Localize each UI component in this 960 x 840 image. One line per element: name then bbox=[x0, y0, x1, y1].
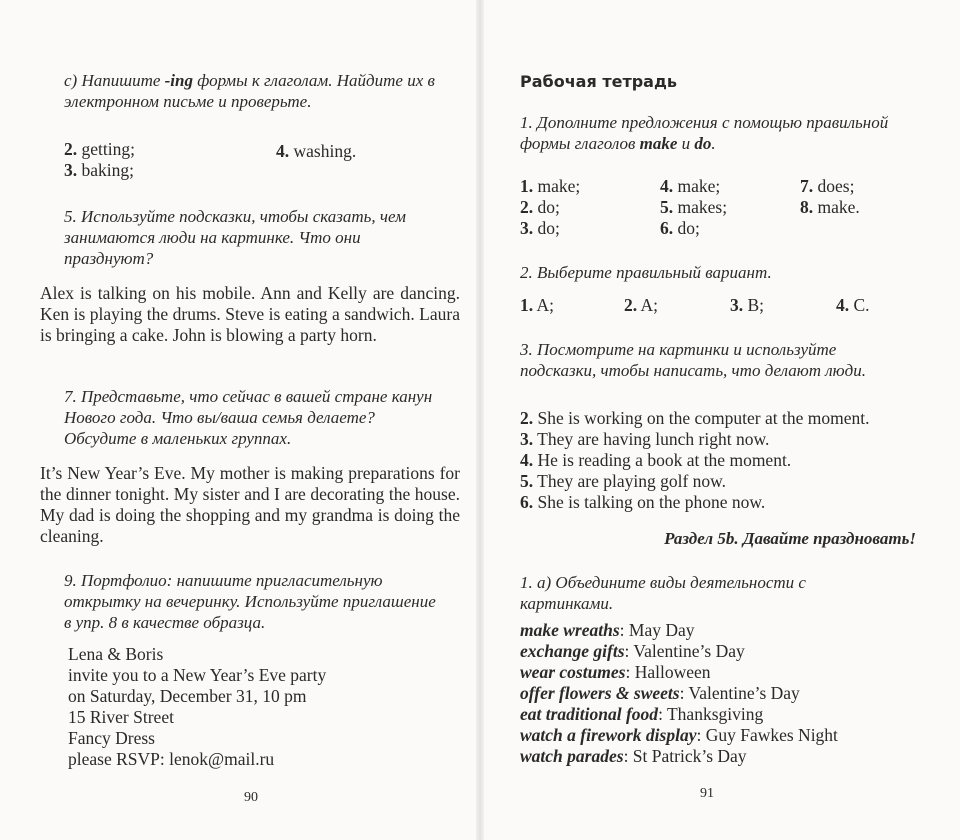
activity-item bbox=[520, 725, 950, 746]
answer-item bbox=[64, 160, 134, 181]
answer-number: 5. bbox=[660, 197, 674, 217]
answer-number: 2. bbox=[520, 197, 534, 217]
page-number: 91 bbox=[700, 786, 714, 801]
activities-list bbox=[520, 620, 950, 767]
answer-number: 1. bbox=[520, 295, 534, 315]
instruction-bold: do bbox=[694, 134, 712, 153]
answer-text: make. bbox=[813, 197, 860, 217]
instruction-text: 1. Дополните предложения с помощью правильной формы глаголов bbox=[520, 113, 889, 153]
instruction-text: c) Напишите bbox=[64, 71, 165, 90]
answer-text: A; bbox=[533, 295, 555, 315]
answer-number: 3. bbox=[730, 295, 744, 315]
activity-name: make wreaths bbox=[520, 620, 620, 640]
workbook-header: Рабочая тетрадь bbox=[520, 72, 677, 91]
answer-number: 2. bbox=[520, 408, 534, 428]
answer-text: does; bbox=[813, 176, 855, 196]
answer-text: makes; bbox=[673, 197, 728, 217]
workbook-exercise-2-instruction: 2. Выберите правильный вариант. bbox=[520, 263, 772, 282]
answer-item bbox=[624, 295, 658, 316]
answer-text: C. bbox=[849, 295, 870, 315]
answer-item bbox=[520, 492, 940, 513]
answer-text: They are having lunch right now. bbox=[533, 429, 770, 449]
answer-text: getting; bbox=[77, 139, 135, 159]
answer-text: do; bbox=[533, 197, 560, 217]
answer-text: do; bbox=[533, 218, 560, 238]
instruction-text: . bbox=[711, 134, 716, 153]
activity-name: offer flowers & sweets bbox=[520, 683, 680, 703]
holiday-name: : St Patrick’s Day bbox=[623, 746, 747, 766]
answer-number: 6. bbox=[660, 218, 674, 238]
instruction-text: формы к глаголам. Найдите их в электронном письме и проверьте. bbox=[64, 71, 435, 111]
answer-number: 3. bbox=[64, 160, 78, 180]
instruction-bold: -ing bbox=[164, 71, 193, 90]
answer-text: They are playing golf now. bbox=[533, 471, 727, 491]
activity-name: wear costumes bbox=[520, 662, 626, 682]
activity-item bbox=[520, 641, 950, 662]
answer-text: make; bbox=[673, 176, 721, 196]
answer-text: do; bbox=[673, 218, 700, 238]
answer-number: 4. bbox=[836, 295, 850, 315]
activity-item bbox=[520, 620, 950, 641]
instruction-text: и bbox=[677, 134, 695, 153]
answer-number: 2. bbox=[64, 139, 78, 159]
answer-text: A; bbox=[637, 295, 659, 315]
invitation-line: on Saturday, December 31, 10 pm bbox=[68, 686, 307, 706]
activity-name: exchange gifts bbox=[520, 641, 625, 661]
instruction-bold: make bbox=[639, 134, 678, 153]
answer-text: She is working on the computer at the moment. bbox=[533, 408, 870, 428]
answer-item bbox=[836, 295, 870, 316]
answer-item bbox=[64, 139, 135, 160]
section-exercise-1a-instruction: 1. a) Объедините виды деятельности с картинками. bbox=[520, 573, 806, 613]
section-title: Раздел 5b. Давайте праздновать! bbox=[664, 529, 916, 548]
answer-item bbox=[520, 450, 940, 471]
answer-item bbox=[660, 176, 720, 197]
workbook-exercise-1-instruction bbox=[520, 112, 898, 154]
workbook-exercise-3-answers bbox=[520, 408, 940, 513]
answer-text: B; bbox=[743, 295, 765, 315]
answer-number: 5. bbox=[520, 471, 534, 491]
answer-text: baking; bbox=[77, 160, 134, 180]
invitation-card bbox=[68, 644, 458, 770]
answer-number: 3. bbox=[520, 429, 534, 449]
activity-name: watch parades bbox=[520, 746, 624, 766]
answer-item bbox=[520, 471, 940, 492]
answer-text: She is talking on the phone now. bbox=[533, 492, 766, 512]
exercise-5-answer: Alex is talking on his mobile. Ann and Kelly are dancing. Ken is playing the drums. Steve is eating a sandwich. Laura is bringing a cake. John is blowing a party horn. bbox=[40, 283, 460, 345]
holiday-name: : Thanksgiving bbox=[658, 704, 764, 724]
page-number: 90 bbox=[244, 790, 258, 805]
answer-item bbox=[520, 295, 554, 316]
invitation-line: 15 River Street bbox=[68, 707, 174, 727]
invitation-line: Fancy Dress bbox=[68, 728, 155, 748]
activity-name: eat traditional food bbox=[520, 704, 659, 724]
exercise-9-instruction: 9. Портфолио: напишите пригласительную открытку на вечеринку. Используйте приглашение в упр. 8 в качестве образца. bbox=[64, 571, 436, 632]
activity-item bbox=[520, 662, 950, 683]
activity-item bbox=[520, 746, 950, 767]
invitation-line: invite you to a New Year’s Eve party bbox=[68, 665, 327, 685]
answer-item bbox=[730, 295, 764, 316]
answer-number: 8. bbox=[800, 197, 814, 217]
holiday-name: : Halloween bbox=[625, 662, 711, 682]
answer-number: 7. bbox=[800, 176, 814, 196]
answer-item bbox=[520, 429, 940, 450]
activity-name: watch a firework display bbox=[520, 725, 697, 745]
answer-item bbox=[520, 176, 580, 197]
answer-text: make; bbox=[533, 176, 581, 196]
right-page bbox=[480, 0, 960, 840]
invitation-line: please RSVP: lenok@mail.ru bbox=[68, 749, 275, 769]
answer-number: 4. bbox=[276, 141, 290, 161]
exercise-7-instruction: 7. Представьте, что сейчас в вашей стране канун Нового года. Что вы/ваша семья делаете? Обсудите в маленьких группах. bbox=[64, 387, 433, 448]
answer-number: 1. bbox=[520, 176, 534, 196]
activity-item bbox=[520, 704, 950, 725]
answer-number: 4. bbox=[520, 450, 534, 470]
answer-text: He is reading a book at the moment. bbox=[533, 450, 792, 470]
answer-text: washing. bbox=[289, 141, 357, 161]
exercise-c-instruction bbox=[64, 70, 436, 112]
answer-number: 4. bbox=[660, 176, 674, 196]
invitation-line: Lena & Boris bbox=[68, 644, 164, 664]
answer-item bbox=[520, 408, 940, 429]
answer-number: 2. bbox=[624, 295, 638, 315]
exercise-7-answer: It’s New Year’s Eve. My mother is making preparations for the dinner tonight. My sister and I are decorating the house. My dad is doing the shopping and my grandma is doing the cleaning. bbox=[40, 463, 460, 546]
workbook-exercise-3-instruction: 3. Посмотрите на картинки и используйте подсказки, чтобы написать, что делают люди. bbox=[520, 340, 867, 380]
activity-item bbox=[520, 683, 950, 704]
holiday-name: : Valentine’s Day bbox=[679, 683, 800, 703]
answer-item bbox=[660, 197, 727, 218]
holiday-name: : Valentine’s Day bbox=[624, 641, 745, 661]
answer-item bbox=[660, 218, 700, 239]
holiday-name: : May Day bbox=[619, 620, 695, 640]
answer-item bbox=[520, 218, 560, 239]
answer-number: 6. bbox=[520, 492, 534, 512]
answer-item bbox=[800, 197, 860, 218]
answer-number: 3. bbox=[520, 218, 534, 238]
exercise-5-instruction: 5. Используйте подсказки, чтобы сказать, чем занимаются люди на картинке. Что они празднуют? bbox=[64, 207, 406, 268]
holiday-name: : Guy Fawkes Night bbox=[696, 725, 838, 745]
answer-item bbox=[520, 197, 560, 218]
answer-item bbox=[800, 176, 854, 197]
answer-item bbox=[276, 141, 356, 162]
